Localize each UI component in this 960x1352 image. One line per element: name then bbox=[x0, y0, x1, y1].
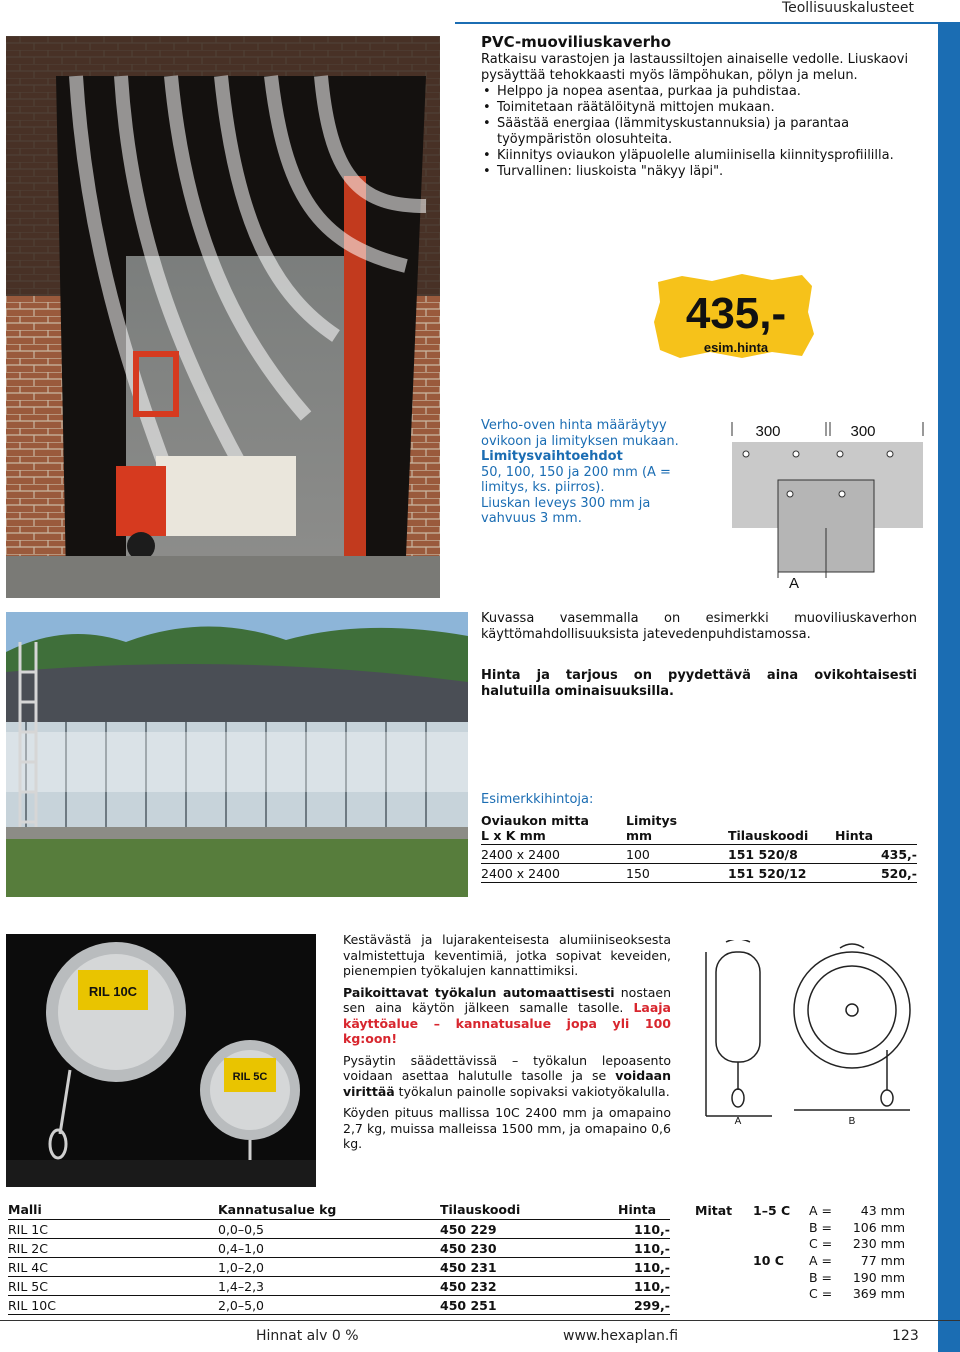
column-header: Limitys mm bbox=[626, 812, 728, 845]
width-label-right: 300 bbox=[850, 423, 876, 440]
page-number: 123 bbox=[892, 1328, 919, 1344]
table-cell: 151 520/12 bbox=[728, 864, 835, 883]
column-header: Hinta bbox=[618, 1200, 670, 1220]
column-header: Kannatusalue kg bbox=[218, 1200, 440, 1220]
quote-note: Hinta ja tarjous on pyydettävä aina ovikohtaisesti halutuilla ominaisuuksilla. bbox=[481, 668, 917, 699]
price-badge-shape bbox=[652, 272, 816, 360]
table-row bbox=[481, 864, 917, 883]
table-row: RIL 10C 2,0–5,0 450 251 299,- bbox=[8, 1297, 670, 1313]
section-title: Teollisuuskalusteet bbox=[781, 0, 914, 16]
feature-item: • Kiinnitys oviaukon yläpuolelle alumiinisella kiinnitysprofiililla. bbox=[481, 148, 921, 164]
table-cell: 2400 x 2400 bbox=[481, 864, 626, 883]
side-color-bar bbox=[938, 24, 960, 1352]
column-header: Hinta bbox=[835, 812, 917, 845]
strip-curtain-photo bbox=[6, 36, 440, 598]
desc-paragraph: Pysäytin säädettävissä – työkalun lepoasento voidaan asettaa halutulle tasolle ja se voidaan virittää työkalun painolle sopivaksi vakiotyökalulla. bbox=[343, 1052, 671, 1099]
feature-item: • Turvallinen: liuskoista "näkyy läpi". bbox=[481, 164, 921, 180]
table-header-row bbox=[8, 1200, 670, 1220]
table-row: RIL 4C 1,0–2,0 450 231 110,- bbox=[8, 1259, 670, 1275]
table-cell: 100 bbox=[626, 845, 728, 864]
price-label: esim.hinta bbox=[703, 340, 769, 355]
table-cell: 435,- bbox=[835, 845, 917, 864]
column-header: Malli bbox=[8, 1200, 218, 1220]
header-rule bbox=[455, 22, 960, 24]
dimensions-model: 1–5 C bbox=[753, 1203, 791, 1218]
treatment-plant-photo bbox=[6, 612, 468, 897]
price-value: 435,- bbox=[685, 289, 787, 338]
overlap-options: 50, 100, 150 ja 200 mm (A = limitys, ks. piirros). bbox=[481, 464, 671, 495]
overlap-label: A bbox=[788, 575, 800, 592]
table-row: RIL 5C 1,4–2,3 450 232 110,- bbox=[8, 1278, 670, 1294]
footer-rule bbox=[0, 1320, 960, 1321]
table-header-row bbox=[481, 812, 917, 845]
feature-item: • Helppo ja nopea asentaa, purkaa ja puhdistaa. bbox=[481, 84, 921, 100]
product-heading: PVC-muoviliuskaverho bbox=[481, 33, 672, 51]
desc-paragraph: Köyden pituus mallissa 10C 2400 mm ja omapaino 2,7 kg, muissa malleissa 1500 mm, ja omapaino 0,6 kg. bbox=[343, 1105, 671, 1151]
drawing-label-b: B bbox=[848, 1116, 856, 1127]
price-table-caption: Esimerkkihintoja: bbox=[481, 792, 594, 807]
dimensions-model: 10 C bbox=[753, 1253, 784, 1268]
tool-balancer-photo bbox=[6, 934, 316, 1187]
table-row: RIL 2C 0,4–1,0 450 230 110,- bbox=[8, 1240, 670, 1256]
overlap-diagram bbox=[730, 418, 925, 596]
drawing-label-a: A bbox=[734, 1116, 742, 1127]
column-header: Tilauskoodi bbox=[440, 1200, 618, 1220]
photo-label-10c: RIL 10C bbox=[88, 984, 138, 999]
desc-paragraph: Kestävästä ja lujarakenteisesta alumiiniseoksesta valmistettuja keventimiä, jotka sopivat keveiden, pienempien työkalujen kannattimiksi. bbox=[343, 932, 671, 978]
table-row bbox=[481, 845, 917, 864]
feature-item: • Säästää energiaa (lämmityskustannuksia) ja parantaa työympäristön olosuhteita. bbox=[481, 116, 921, 148]
overlap-info bbox=[481, 418, 703, 527]
overlap-heading: Limitysvaihtoehdot bbox=[481, 449, 623, 464]
price-badge bbox=[652, 272, 816, 360]
column-header: Tilauskoodi bbox=[728, 812, 835, 845]
dimensions-label: Mitat bbox=[695, 1203, 733, 1218]
model-table bbox=[8, 1200, 670, 1315]
intro-block bbox=[481, 34, 921, 180]
example-caption: Kuvassa vasemmalla on esimerkki muoviliuskaverhon käyttömahdollisuuksista jatevedenpuhdistamossa. bbox=[481, 611, 917, 642]
dimensions-group: A = 43 mm B = 106 mm C = 230 mm bbox=[809, 1203, 905, 1251]
balancer-drawing bbox=[702, 940, 934, 1132]
table-cell: 150 bbox=[626, 864, 728, 883]
footer-vat-note: Hinnat alv 0 % bbox=[256, 1328, 359, 1344]
table-row: RIL 1C 0,0–0,5 450 229 110,- bbox=[8, 1221, 670, 1237]
table-cell: 151 520/8 bbox=[728, 845, 835, 864]
photo-label-5c: RIL 5C bbox=[232, 1071, 268, 1083]
footer-website-link[interactable]: www.hexaplan.fi bbox=[563, 1328, 679, 1344]
feature-list bbox=[481, 84, 921, 180]
example-price-table bbox=[481, 812, 917, 883]
feature-item: • Toimitetaan räätälöitynä mittojen mukaan. bbox=[481, 100, 921, 116]
balancer-description bbox=[343, 932, 671, 1158]
strip-spec: Liuskan leveys 300 mm ja vahvuus 3 mm. bbox=[481, 495, 651, 526]
column-header: Oviaukon mitta L x K mm bbox=[481, 812, 626, 845]
width-label-left: 300 bbox=[755, 423, 781, 440]
table-cell: 2400 x 2400 bbox=[481, 845, 626, 864]
overlap-text: Verho-oven hinta määräytyy ovikoon ja limityksen mukaan. bbox=[481, 418, 679, 449]
table-cell: 520,- bbox=[835, 864, 917, 883]
dimensions-group: A = 77 mm B = 190 mm C = 369 mm bbox=[809, 1253, 905, 1301]
desc-paragraph: Paikoittavat työkalun automaattisesti nostaen sen aina käytön jälkeen samalle tasolle. Laaja käyttöalue – kannatusalue jopa yli 100 kg:oon! bbox=[343, 984, 672, 1046]
intro-text: Ratkaisu varastojen ja lastaussiltojen ainaiselle vedolle. Liuskaovi pysäyttää tehokkaasti myös lämpöhukan, pölyn ja melun. bbox=[481, 52, 909, 83]
